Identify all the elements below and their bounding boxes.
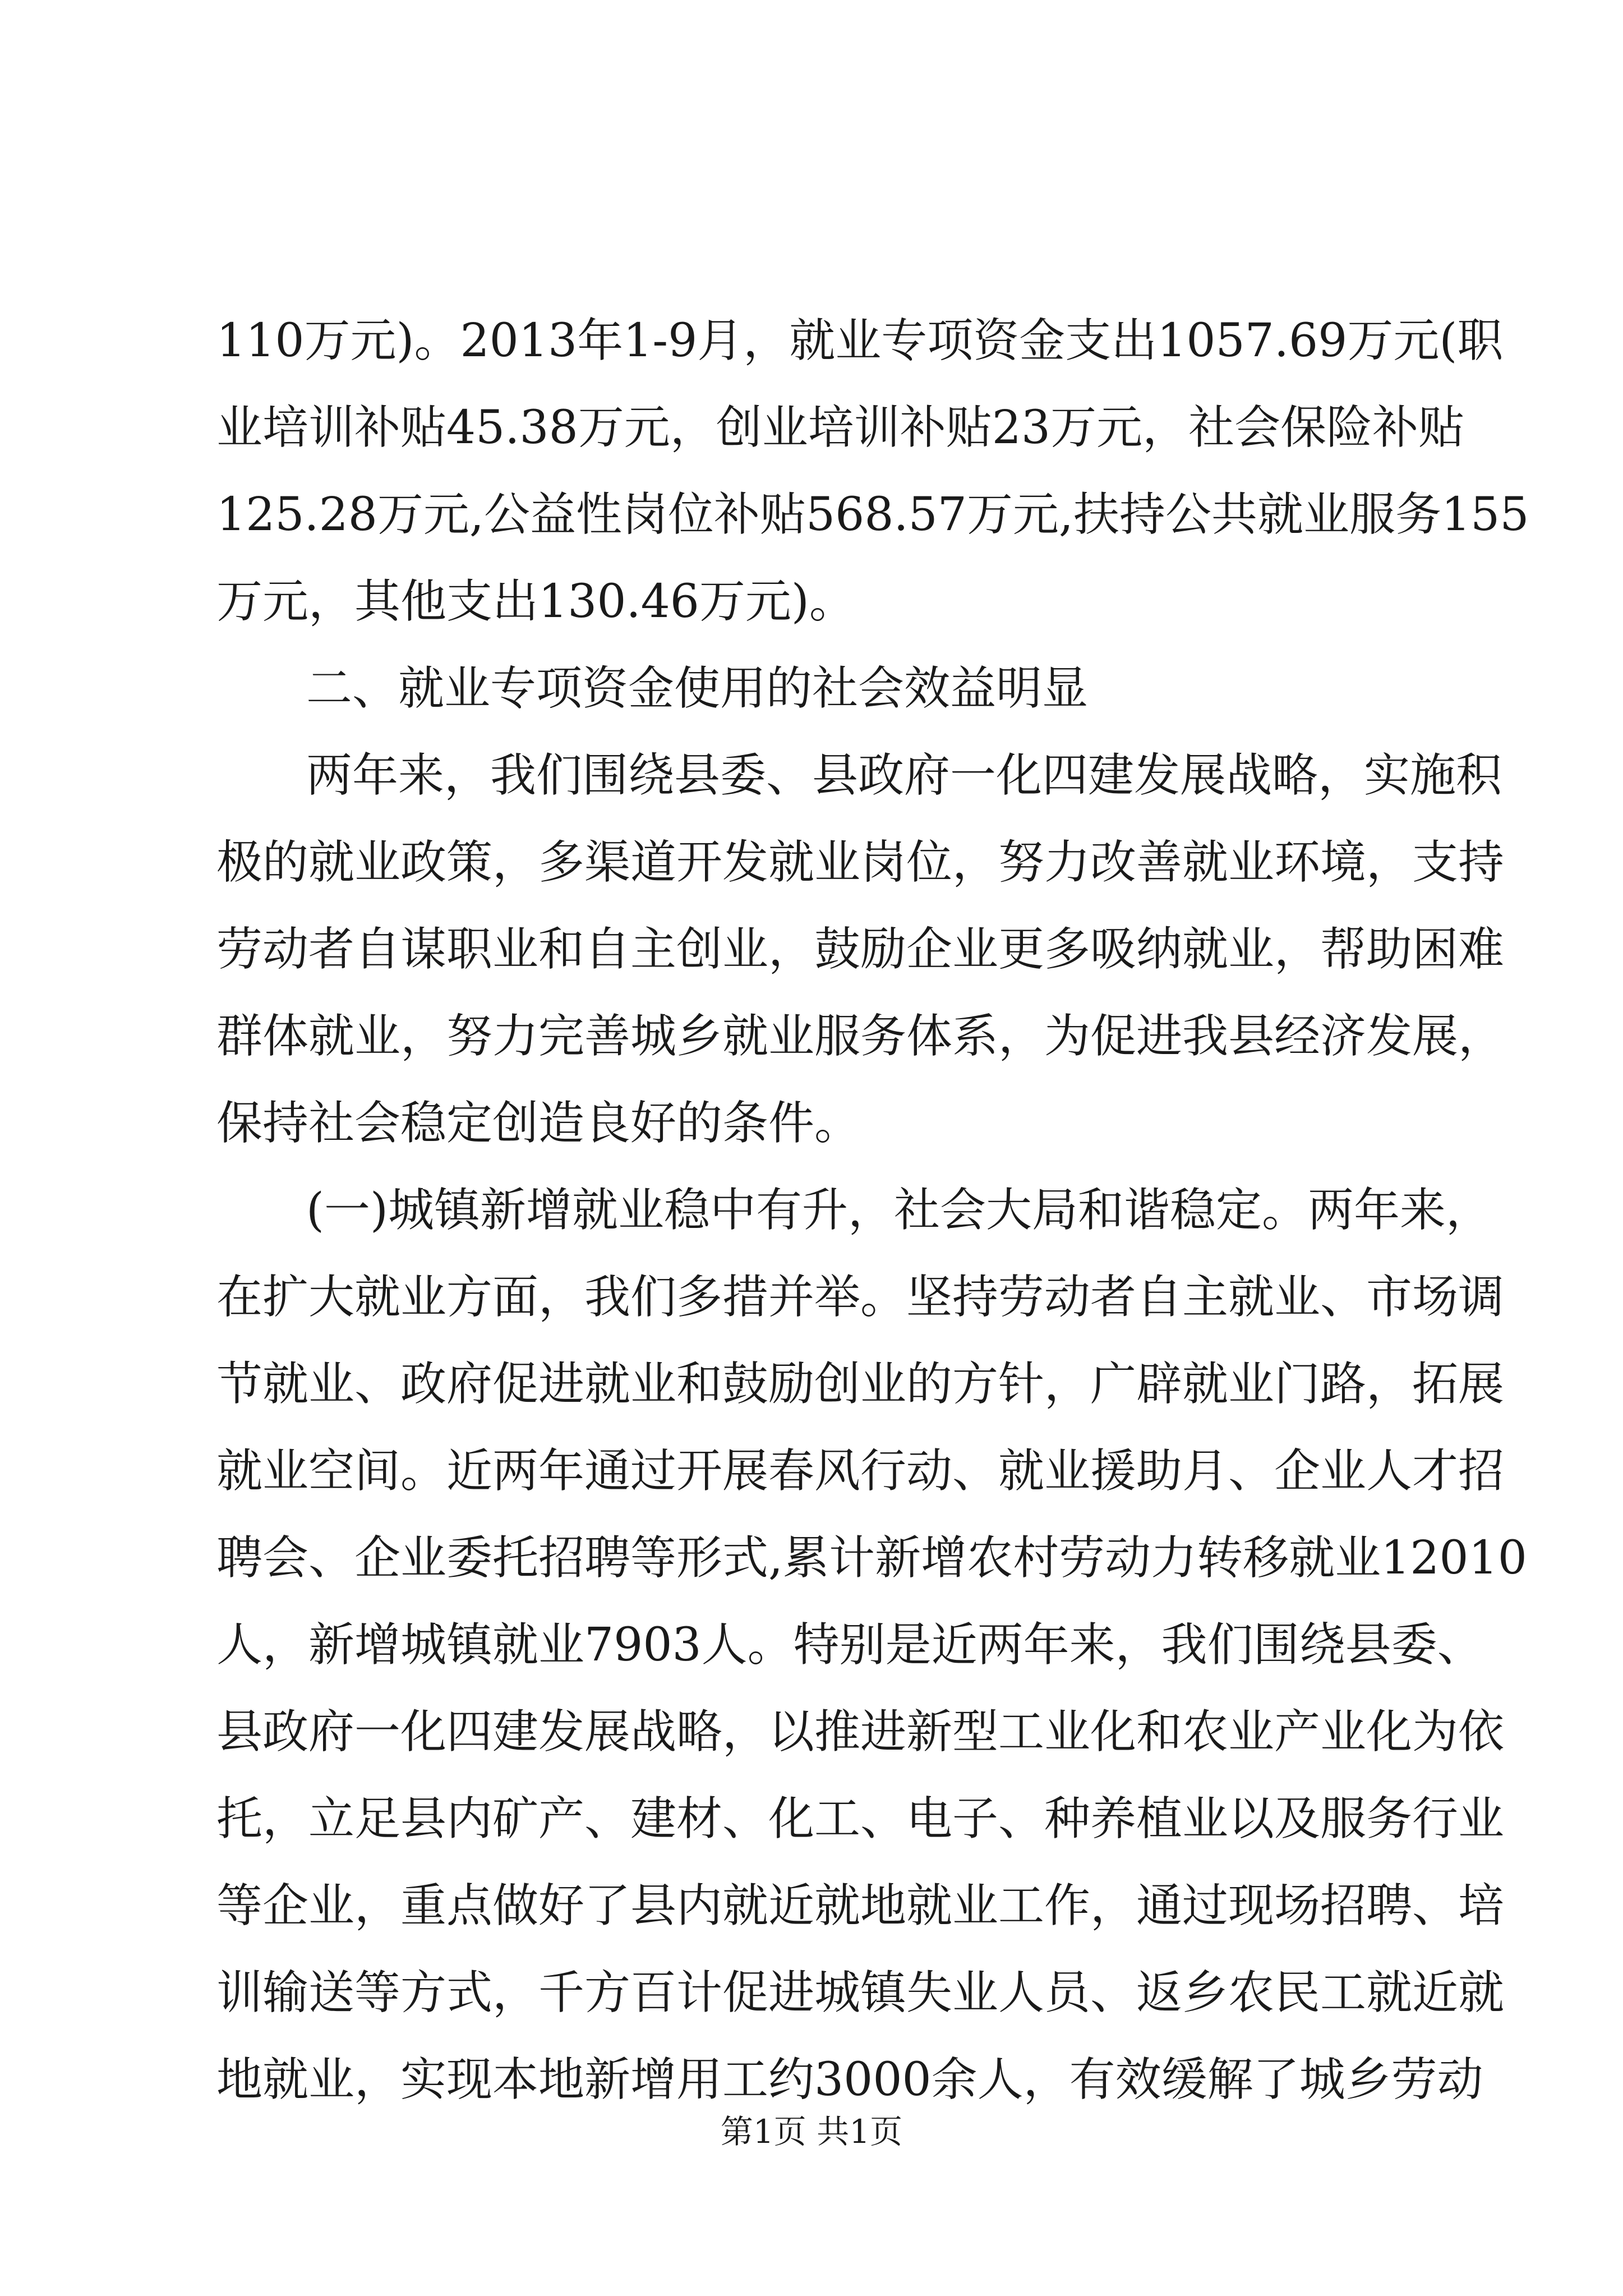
page-footer: 第1页 共1页 bbox=[720, 2113, 903, 2151]
text-line: 聘会、企业委托招聘等形式,累计新增农村劳动力转移就业12010 bbox=[216, 1531, 1527, 1585]
text-line: 托，立足县内矿产、建材、化工、电子、种养植业以及服务行业 bbox=[216, 1792, 1505, 1846]
text-line: 县政府一化四建发展战略，以推进新型工业化和农业产业化为依 bbox=[216, 1705, 1505, 1759]
text-line: 在扩大就业方面，我们多措并举。坚持劳动者自主就业、市场调 bbox=[216, 1271, 1505, 1324]
text-line: 极的就业政策，多渠道开发就业岗位，努力改善就业环境，支持 bbox=[216, 836, 1505, 889]
text-line: 等企业，重点做好了县内就近就地就业工作，通过现场招聘、培 bbox=[216, 1879, 1505, 1932]
text-line: 125.28万元,公益性岗位补贴568.57万元,扶持公共就业服务155 bbox=[216, 488, 1529, 541]
subsection-heading-line: (一)城镇新增就业稳中有升，社会大局和谐稳定。两年来， bbox=[306, 1184, 1492, 1237]
text-line: 劳动者自谋职业和自主创业，鼓励企业更多吸纳就业，帮助困难 bbox=[216, 923, 1505, 976]
section-heading: 二、就业专项资金使用的社会效益明显 bbox=[306, 662, 1089, 715]
text-line: 万元，其他支出130.46万元)。 bbox=[216, 575, 855, 628]
text-line: 人，新增城镇就业7903人。特别是近两年来，我们围绕县委、 bbox=[216, 1618, 1483, 1672]
text-line: 就业空间。近两年通过开展春风行动、就业援助月、企业人才招 bbox=[216, 1444, 1505, 1498]
text-line: 两年来，我们围绕县委、县政府一化四建发展战略，实施积 bbox=[306, 749, 1502, 802]
text-line: 群体就业，努力完善城乡就业服务体系，为促进我县经济发展， bbox=[216, 1010, 1505, 1063]
text-line: 110万元)。2013年1-9月，就业专项资金支出1057.69万元(职 bbox=[216, 314, 1504, 367]
text-line: 节就业、政府促进就业和鼓励创业的方针，广辟就业门路，拓展 bbox=[216, 1358, 1505, 1411]
text-line: 保持社会稳定创造良好的条件。 bbox=[216, 1097, 861, 1150]
text-line: 业培训补贴45.38万元，创业培训补贴23万元，社会保险补贴 bbox=[216, 401, 1465, 454]
text-line: 训输送等方式，千方百计促进城镇失业人员、返乡农民工就近就 bbox=[216, 1966, 1505, 2019]
text-line: 地就业，实现本地新增用工约3000余人，有效缓解了城乡劳动 bbox=[216, 2053, 1483, 2106]
